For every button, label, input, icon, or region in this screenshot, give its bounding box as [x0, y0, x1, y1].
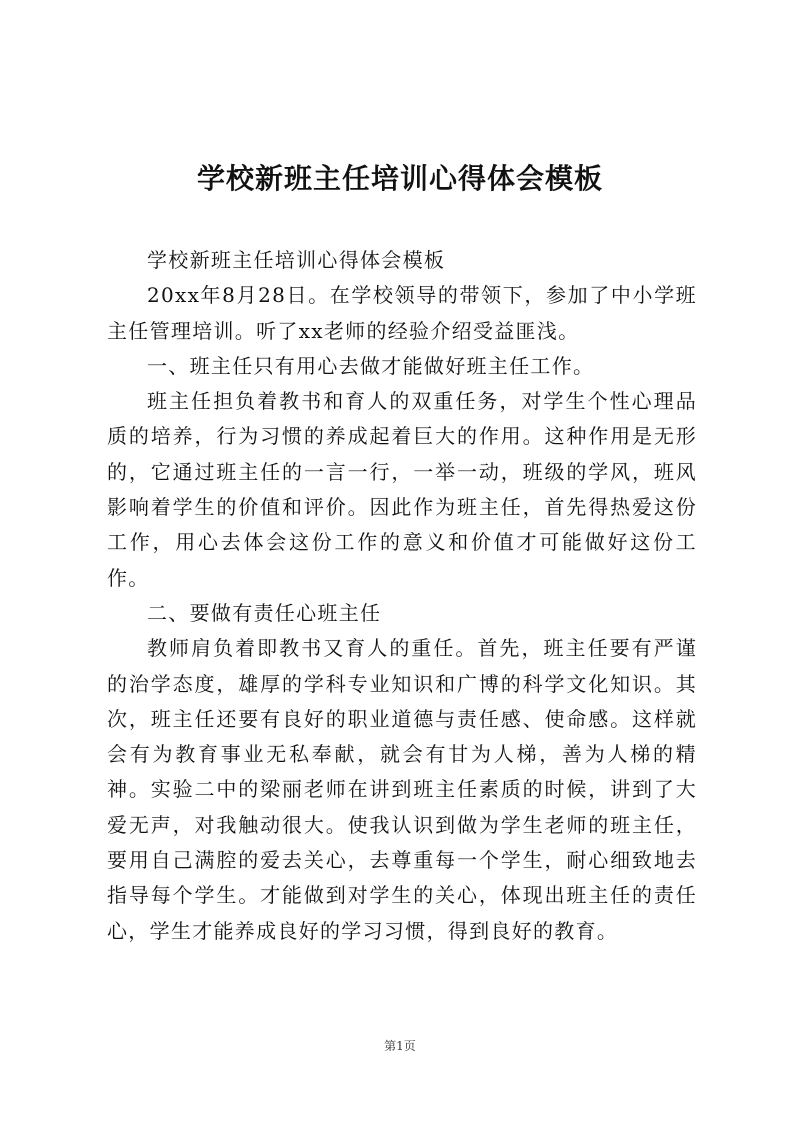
document-title: 学校新班主任培训心得体会模板 — [196, 162, 603, 195]
paragraph-subtitle: 学校新班主任培训心得体会模板 — [147, 248, 446, 272]
section-heading-1: 一、班主任只有用心去做才能做好班主任工作。 — [147, 353, 595, 378]
paragraph-section-1: 班主任担负着教书和育人的双重任务，对学生个性心理品质的培养，行为习惯的养成起着巨大的作用。这种作用是无形的，它通过班主任的一言一行，一举一动，班级的学风，班风影响着学生的价值和评价。因此作为班主任，首先得热爱这份工作，用心去体会这份工作的意义和价值才可能做好这份工作。 — [107, 389, 697, 590]
paragraph-section-2: 教师肩负着即教书又育人的重任。首先，班主任要有严谨的治学态度，雄厚的学科专业知识和广博的科学文化知识。其次，班主任还要有良好的职业道德与责任感、使命感。这样就会有为教育事业无私奉献，就会有甘为人梯，善为人梯的精神。实验二中的梁丽老师在讲到班主任素质的时候，讲到了大爱无声，对我触动很大。使我认识到做为学生老师的班主任，要用自己满腔的爱去关心，去尊重每一个学生，耐心细致地去指导每个学生。才能做到对学生的关心，体现出班主任的责任心，学生才能养成良好的学习习惯，得到良好的教育。 — [107, 636, 697, 943]
section-heading-2: 二、要做有责任心班主任 — [147, 600, 382, 625]
page-number: 第1页 — [384, 1039, 416, 1053]
document-body — [107, 243, 697, 949]
paragraph-intro: 20xx年8月28日。在学校领导的带领下，参加了中小学班主任管理培训。听了xx老师的经验介绍受益匪浅。 — [107, 283, 697, 343]
